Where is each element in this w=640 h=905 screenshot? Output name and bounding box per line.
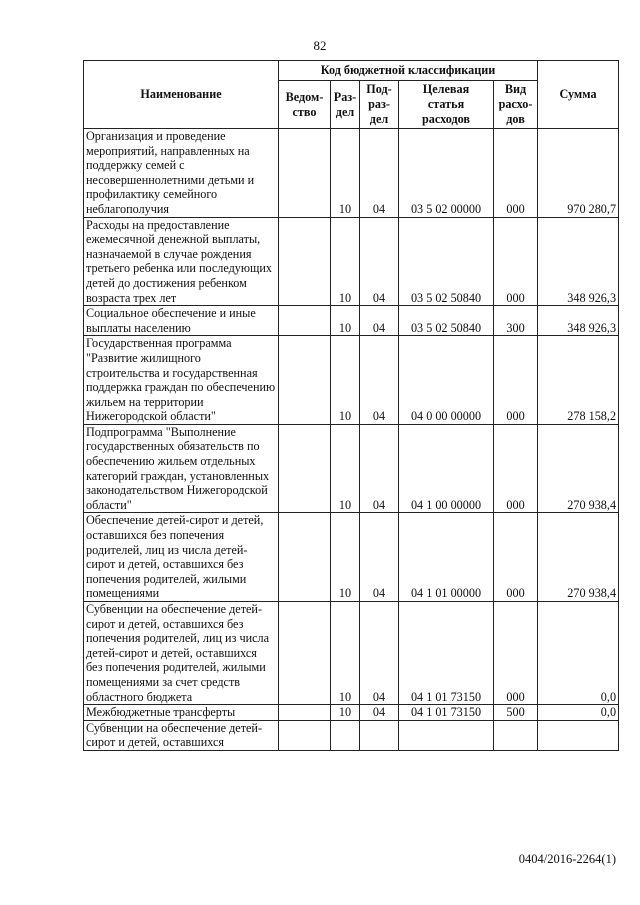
cell-vid: 000 <box>494 217 538 306</box>
cell-podrazdel: 04 <box>360 336 399 425</box>
cell-vid: 000 <box>494 424 538 513</box>
cell-name: Социальное обеспечение и иные выплаты населению <box>84 306 279 336</box>
cell-target: 04 1 01 73150 <box>399 705 494 721</box>
cell-podrazdel: 04 <box>360 424 399 513</box>
cell-razdel: 10 <box>331 602 360 705</box>
cell-razdel: 10 <box>331 705 360 721</box>
table-row <box>84 336 619 425</box>
cell-name: Организация и проведение мероприятий, направленных на поддержку семей с несовершеннолетними детьми и профилактику семейного неблагополучия <box>84 129 279 218</box>
document-code: 0404/2016-2264(1) <box>518 852 616 866</box>
header-sum: Сумма <box>538 61 619 129</box>
cell-vedomstvo <box>279 720 331 750</box>
cell-target: 04 1 00 00000 <box>399 424 494 513</box>
table-row <box>84 424 619 513</box>
cell-vedomstvo <box>279 602 331 705</box>
cell-target <box>399 720 494 750</box>
cell-podrazdel: 04 <box>360 129 399 218</box>
cell-sum: 970 280,7 <box>538 129 619 218</box>
table-row <box>84 513 619 602</box>
table-row <box>84 720 619 750</box>
cell-podrazdel: 04 <box>360 513 399 602</box>
cell-vid: 300 <box>494 306 538 336</box>
cell-vedomstvo <box>279 217 331 306</box>
cell-podrazdel: 04 <box>360 306 399 336</box>
cell-razdel: 10 <box>331 424 360 513</box>
header-razdel: Раз- дел <box>331 81 360 129</box>
cell-vedomstvo <box>279 424 331 513</box>
table-row <box>84 602 619 705</box>
cell-razdel: 10 <box>331 513 360 602</box>
cell-razdel <box>331 720 360 750</box>
header-vid: Вид расхо- дов <box>494 81 538 129</box>
cell-name: Государственная программа "Развитие жилищного строительства и государственная поддержка граждан по обеспечению жильем на территории Нижегородской области" <box>84 336 279 425</box>
cell-podrazdel <box>360 720 399 750</box>
table-row <box>84 129 619 218</box>
cell-name: Расходы на предоставление ежемесячной денежной выплаты, назначаемой в случае рождения третьего ребенка или последующих детей до достижения ребенком возраста трех лет <box>84 217 279 306</box>
cell-sum: 348 926,3 <box>538 217 619 306</box>
cell-vid <box>494 720 538 750</box>
table-row <box>84 217 619 306</box>
cell-name: Обеспечение детей-сирот и детей, оставшихся без попечения родителей, лиц из числа детей-сирот и детей, оставшихся без попечения родителей, жилыми помещениями <box>84 513 279 602</box>
cell-sum: 0,0 <box>538 705 619 721</box>
cell-target: 03 5 02 50840 <box>399 306 494 336</box>
cell-vid: 000 <box>494 602 538 705</box>
cell-vid: 000 <box>494 336 538 425</box>
cell-razdel: 10 <box>331 336 360 425</box>
cell-podrazdel: 04 <box>360 217 399 306</box>
budget-table <box>83 60 619 751</box>
cell-sum: 278 158,2 <box>538 336 619 425</box>
cell-vedomstvo <box>279 306 331 336</box>
cell-target: 03 5 02 50840 <box>399 217 494 306</box>
cell-sum: 0,0 <box>538 602 619 705</box>
cell-name: Субвенции на обеспечение детей-сирот и детей, оставшихся без попечения родителей, лиц из числа детей-сирот и детей, оставшихся без попечения родителей, жилыми помещениями за счет средств областного бюджета <box>84 602 279 705</box>
cell-target: 04 1 01 00000 <box>399 513 494 602</box>
header-classification-group: Код бюджетной классификации <box>279 61 538 81</box>
cell-razdel: 10 <box>331 129 360 218</box>
header-vedomstvo: Ведом- ство <box>279 81 331 129</box>
cell-vedomstvo <box>279 513 331 602</box>
table-row <box>84 705 619 721</box>
cell-vid: 000 <box>494 513 538 602</box>
cell-vid: 000 <box>494 129 538 218</box>
cell-name: Субвенции на обеспечение детей-сирот и детей, оставшихся <box>84 720 279 750</box>
cell-sum: 270 938,4 <box>538 513 619 602</box>
cell-name: Подпрограмма "Выполнение государственных обязательств по обеспечению жильем отдельных категорий граждан, установленных законодательством Нижегородской области" <box>84 424 279 513</box>
cell-name: Межбюджетные трансферты <box>84 705 279 721</box>
cell-vedomstvo <box>279 705 331 721</box>
cell-target: 04 0 00 00000 <box>399 336 494 425</box>
cell-target: 04 1 01 73150 <box>399 602 494 705</box>
page-number: 82 <box>313 38 327 53</box>
table-row <box>84 306 619 336</box>
cell-vid: 500 <box>494 705 538 721</box>
cell-podrazdel: 04 <box>360 705 399 721</box>
cell-target: 03 5 02 00000 <box>399 129 494 218</box>
header-target: Целевая статья расходов <box>399 81 494 129</box>
cell-razdel: 10 <box>331 217 360 306</box>
cell-podrazdel: 04 <box>360 602 399 705</box>
cell-sum: 348 926,3 <box>538 306 619 336</box>
cell-sum: 270 938,4 <box>538 424 619 513</box>
cell-vedomstvo <box>279 129 331 218</box>
header-name: Наименование <box>84 61 279 129</box>
cell-vedomstvo <box>279 336 331 425</box>
cell-sum <box>538 720 619 750</box>
header-podrazdel: Под- раз- дел <box>360 81 399 129</box>
cell-razdel: 10 <box>331 306 360 336</box>
